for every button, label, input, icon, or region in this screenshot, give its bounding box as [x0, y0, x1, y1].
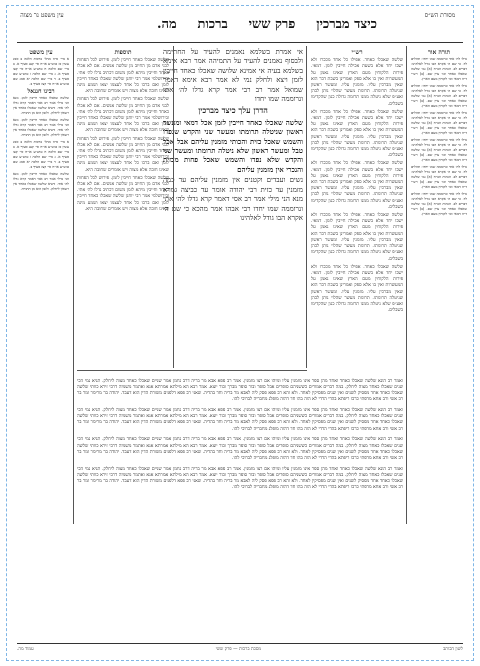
header-tractate: ברכות [197, 17, 228, 32]
tosafot-text-2: שלשה שאכלו כאחד חייבין לזמן. פירוש לכל הפחות לבני אדם מן החיוב מן שלשה אנשים. אם לא אכלו כאחד וחייבין מיהא לזמן משום דכתיב גדלו לה׳ אתי. ובירושלמי אמר רבי יוחנן שלשה שאכלו כאחד חייבין לזמן ואם ברכו כל אחד לעצמו יצאו ושמע מינה שאינו חובה אלא מצוה ויש אומרים שחובה היא. [77, 97, 169, 134]
right-margin-notes [411, 48, 467, 518]
right-margin-text-repeat-4: גדלו לה׳ אתי ונרוממה שמו יחדו: תהלים לד. כי שם ה׳ אקרא הבו גודל לאלהינו: דברים לב. הגהות הב״ח (א) גמ׳ שלשה שאכלו כאחד וכו׳ עיין שם. (ב) רש״י ד״ה דמאי וכו׳ לקוחין מעם הארץ. [411, 165, 467, 189]
tosafot-label: תוספות [114, 49, 132, 56]
rashi-text-4: שלשה שאכלו כאחד. אפילו כל אחד מככרו ולא ישבו יחד אלא בשעת אכילה חייבין לזמן. דמאי. פירות הלקוחין מעם הארץ שאינו נאמן על המעשרות ואין בו אלא ספק ואמרינן בשבת דבר הוא שאין מברכין עליו. מזמנין עליו. ומעשר ראשון שניטלה תרומתו. תרומת מעשר שהלוי נותן לכהן ואע״פ שלא ניטלה ממנו תרומה גדולה כגון שהקדימו בשבלים. [311, 213, 403, 262]
header-chapter-number: פרק ששי [248, 17, 296, 32]
header-rule [17, 42, 463, 43]
footer-right: לשון הכותב [443, 647, 463, 652]
header-right-label: מסורת הש״ס [424, 12, 456, 19]
header-folio: מה. [157, 17, 177, 32]
gemara-text-bottom: נשים ועבדים וקטנים אין מזמנין עליהם עד כמה מזמנין עד כזית רבי יהודה אומר עד כביצה גמרא מנא הני מילי אמר רב אסי דאמר קרא גדלו לה׳ אתי ונרוממה שמו יחדו רבי אבהו אמר מהכא כי שם ה׳ אקרא הבו גודל לאלהינו [163, 176, 303, 222]
tosafot-commentary [77, 48, 169, 366]
rashi-text-2: שלשה שאכלו כאחד. אפילו כל אחד מככרו ולא ישבו יחד אלא בשעת אכילה חייבין לזמן. דמאי. פירות הלקוחין מעם הארץ שאינו נאמן על המעשרות ואין בו אלא ספק ואמרינן בשבת דבר הוא שאין מברכין עליו. מזמנין עליו. ומעשר ראשון שניטלה תרומתו. תרומת מעשר שהלוי נותן לכהן ואע״פ שלא ניטלה ממנו תרומה גדולה כגון שהקדימו בשבלים. [311, 109, 403, 159]
left-margin-text-5: שלשה שאכלו כאחד חייבין לזמן. מנא הני מילי אמר רב אסי דאמר קרא גדלו לה׳ אתי. ותניא שלשה שאכלו כאחד אין רשאין ליחלק. ולזמן הוא מן התורה. [13, 172, 69, 191]
page-header [7, 10, 473, 42]
right-margin-text: גדלו לה׳ אתי ונרוממה שמו יחדו: תהלים לד. כי שם ה׳ אקרא הבו גודל לאלהינו: דברים לב. הגהות הב״ח (א) גמ׳ שלשה שאכלו כאחד וכו׳ עיין שם. (ב) רש״י ד״ה דמאי וכו׳ לקוחין מעם הארץ. [411, 57, 467, 81]
left-margin-text-4: א מיי׳ פ״ה מהל׳ ברכות הלכה ב סמג עשין כז טוש״ע או״ח סי׳ קצג סעיף א. ב מיי׳ שם הלכה ח טוש״ע או״ח סי׳ קצו סעיף א. ג מיי׳ שם הלכה ז טוש״ע שם סעיף ב. ד מיי׳ שם הלכה יא סמג שם טוש״ע או״ח סי׳ קצז סעיף ב. [13, 140, 69, 169]
chapter-end-heading: הדרן עלך כיצד מברכין [198, 105, 268, 116]
divider-rashi [306, 46, 307, 368]
left-margin-title: עין משפט [29, 49, 53, 56]
right-margin-text-repeat-5: גדלו לה׳ אתי ונרוממה שמו יחדו: תהלים לד. כי שם ה׳ אקרא הבו גודל לאלהינו: דברים לב. הגהות הב״ח (א) גמ׳ שלשה שאכלו כאחד וכו׳ עיין שם. (ב) רש״י ד״ה דמאי וכו׳ לקוחין מעם הארץ. [411, 192, 467, 216]
rashi-text: שלשה שאכלו כאחד. אפילו כל אחד מככרו ולא ישבו יחד אלא בשעת אכילה חייבין לזמן. דמאי. פירות הלקוחין מעם הארץ שאינו נאמן על המעשרות ואין בו אלא ספק ואמרינן בשבת דבר הוא שאין מברכין עליו. מזמנין עליו. ומעשר ראשון שניטלה תרומתו. תרומת מעשר שהלוי נותן לכהן ואע״פ שלא ניטלה ממנו תרומה גדולה כגון שהקדימו בשבלים. [311, 58, 403, 107]
left-margin-notes [13, 48, 69, 518]
divider-tosafot [173, 46, 174, 368]
gemara-text-top: אי אמרת בשלמא נאמנים להעיד על החתימה ולבסוף נאמנים להעיד על התמיהה אמר רבא אימא בשלמא בעיה אי אמינא שלושה שאכלו כאחד חייבין לזמן ויצא ולחלק נמי לא אמר רבא אימא דאמר שמואל אמר רב רבי אמר קרא גדלו לה׳ אתי ונרוממה שמו יחדו [163, 48, 303, 104]
left-margin-text-3: שלשה שאכלו כאחד חייבין לזמן. מנא הני מילי אמר רב אסי דאמר קרא גדלו לה׳ אתי. ותניא שלשה שאכלו כאחד אין רשאין ליחלק. ולזמן הוא מן התורה. [13, 118, 69, 137]
footer-left: עמוד מה. [17, 647, 34, 652]
right-margin-text-repeat: גדלו לה׳ אתי ונרוממה שמו יחדו: תהלים לד. כי שם ה׳ אקרא הבו גודל לאלהינו: דברים לב. הגהות הב״ח (א) גמ׳ שלשה שאכלו כאחד וכו׳ עיין שם. (ב) רש״י ד״ה דמאי וכו׳ לקוחין מעם הארץ. [411, 84, 467, 108]
header-title [157, 16, 377, 32]
right-margin-text-repeat-2: גדלו לה׳ אתי ונרוממה שמו יחדו: תהלים לד. כי שם ה׳ אקרא הבו גודל לאלהינו: דברים לב. הגהות הב״ח (א) גמ׳ שלשה שאכלו כאחד וכו׳ עיין שם. (ב) רש״י ד״ה דמאי וכו׳ לקוחין מעם הארץ. [411, 111, 467, 135]
left-margin-text-2: שלשה שאכלו כאחד חייבין לזמן. מנא הני מילי אמר רב אסי דאמר קרא גדלו לה׳ אתי. ותניא שלשה שאכלו כאחד אין רשאין ליחלק. ולזמן הוא מן התורה. [13, 96, 69, 115]
divider-right [406, 46, 407, 524]
header-left-label: עין משפט נר מצוה [20, 12, 64, 19]
gemara-text [163, 48, 303, 366]
bottom-commentary [77, 374, 403, 624]
page-footer [17, 643, 463, 656]
mishnah-text: שלשה שאכלו כאחד חייבין לזמן אכל דמאי ומעשר ראשון שניטלה תרומתו ומעשר שני והקדש שנפדו והשמש שאכל כזית והכותי מזמנין עליהם אבל אכל טבל ומעשר ראשון שלא ניטלה תרומתו ומעשר שני והקדש שלא נפדו והשמש שאכל פחות מכזית והנכרי אין מזמנין עליהם [163, 117, 303, 174]
right-margin-text-repeat-3: גדלו לה׳ אתי ונרוממה שמו יחדו: תהלים לד. כי שם ה׳ אקרא הבו גודל לאלהינו: דברים לב. הגהות הב״ח (א) גמ׳ שלשה שאכלו כאחד וכו׳ עיין שם. (ב) רש״י ד״ה דמאי וכו׳ לקוחין מעם הארץ. [411, 138, 467, 162]
header-chapter-name: כיצד מברכין [316, 17, 377, 32]
left-margin-text: א מיי׳ פ״ה מהל׳ ברכות הלכה ב סמג עשין כז טוש״ע או״ח סי׳ קצג סעיף א. ב מיי׳ שם הלכה ח טוש״ע או״ח סי׳ קצו סעיף א. ג מיי׳ שם הלכה ז טוש״ע שם סעיף ב. ד מיי׳ שם הלכה יא סמג שם טוש״ע או״ח סי׳ קצז סעיף ב. [13, 57, 69, 86]
bottom-text-3: ואמר רב הונא שלשה שאכלו כאחד ואחד מהן ספר אינו מזמנין עליו ומיהו אם רצו מזמנין. אמר רב פפא אבא מר בריה דרב נחמן אמר שניים שאכלו כאחד מצוה ליחלק. תניא נמי הכי שנים שאכלו כאחד מצוה ליחלק. במה דברים אמורים כששניהם סופרים אבל סופר ובור סופר מברך ובור יוצא. אמר רבא הא מילתא אמרתא אנא ואתמר משמיה דרבי זירא כוותי שלשה שאכלו כאחד אחד מפסיק לשנים ואין שנים מפסיקין לאחד. ולא והא רב פפא פסק ליה לאבא מר בריה וחד בהדיה. שאני רב פפא דלפנים משורת הדין הוא דעבד. יהודה בר מרימר ומר בר רב אשי ורב אחא מדפתי כרכו ריפתא בהדי הדדי לא הוה בהו חד דהוה מופלג מחבריה לברוכי להו. [77, 437, 403, 462]
tosafot-text-3: שלשה שאכלו כאחד חייבין לזמן. פירוש לכל הפחות לבני אדם מן החיוב מן שלשה אנשים. אם לא אכלו כאחד וחייבין מיהא לזמן משום דכתיב גדלו לה׳ אתי. ובירושלמי אמר רבי יוחנן שלשה שאכלו כאחד חייבין לזמן ואם ברכו כל אחד לעצמו יצאו ושמע מינה שאינו חובה אלא מצוה ויש אומרים שחובה היא. [77, 136, 169, 173]
bottom-text: ואמר רב הונא שלשה שאכלו כאחד ואחד מהן ספר אינו מזמנין עליו ומיהו אם רצו מזמנין. אמר רב פפא אבא מר בריה דרב נחמן אמר שניים שאכלו כאחד מצוה ליחלק. תניא נמי הכי שנים שאכלו כאחד מצוה ליחלק. במה דברים אמורים כששניהם סופרים אבל סופר ובור סופר מברך ובור יוצא. אמר רבא הא מילתא אמרתא אנא ואתמר משמיה דרבי זירא כוותי שלשה שאכלו כאחד אחד מפסיק לשנים ואין שנים מפסיקין לאחד. ולא והא רב פפא פסק ליה לאבא מר בריה וחד בהדיה. שאני רב פפא דלפנים משורת הדין הוא דעבד. יהודה בר מרימר ומר בר רב אשי ורב אחא מדפתי כרכו ריפתא בהדי הדדי לא הוה בהו חד דהוה מופלג מחבריה לברוכי להו. [77, 378, 403, 403]
rashi-label: רש״י [351, 49, 363, 56]
bottom-text-4: ואמר רב הונא שלשה שאכלו כאחד ואחד מהן ספר אינו מזמנין עליו ומיהו אם רצו מזמנין. אמר רב פפא אבא מר בריה דרב נחמן אמר שניים שאכלו כאחד מצוה ליחלק. תניא נמי הכי שנים שאכלו כאחד מצוה ליחלק. במה דברים אמורים כששניהם סופרים אבל סופר ובור סופר מברך ובור יוצא. אמר רבא הא מילתא אמרתא אנא ואתמר משמיה דרבי זירא כוותי שלשה שאכלו כאחד אחד מפסיק לשנים ואין שנים מפסיקין לאחד. ולא והא רב פפא פסק ליה לאבא מר בריה וחד בהדיה. שאני רב פפא דלפנים משורת הדין הוא דעבד. יהודה בר מרימר ומר בר רב אשי ורב אחא מדפתי כרכו ריפתא בהדי הדדי לא הוה בהו חד דהוה מופלג מחבריה לברוכי להו. [77, 466, 403, 491]
bottom-text-2: ואמר רב הונא שלשה שאכלו כאחד ואחד מהן ספר אינו מזמנין עליו ומיהו אם רצו מזמנין. אמר רב פפא אבא מר בריה דרב נחמן אמר שניים שאכלו כאחד מצוה ליחלק. תניא נמי הכי שנים שאכלו כאחד מצוה ליחלק. במה דברים אמורים כששניהם סופרים אבל סופר ובור סופר מברך ובור יוצא. אמר רבא הא מילתא אמרתא אנא ואתמר משמיה דרבי זירא כוותי שלשה שאכלו כאחד אחד מפסיק לשנים ואין שנים מפסיקין לאחד. ולא והא רב פפא פסק ליה לאבא מר בריה וחד בהדיה. שאני רב פפא דלפנים משורת הדין הוא דעבד. יהודה בר מרימר ומר בר רב אשי ורב אחא מדפתי כרכו ריפתא בהדי הדדי לא הוה בהו חד דהוה מופלג מחבריה לברוכי להו. [77, 408, 403, 432]
rashi-text-5: שלשה שאכלו כאחד. אפילו כל אחד מככרו ולא ישבו יחד אלא בשעת אכילה חייבין לזמן. דמאי. פירות הלקוחין מעם הארץ שאינו נאמן על המעשרות ואין בו אלא ספק ואמרינן בשבת דבר הוא שאין מברכין עליו. מזמנין עליו. ומעשר ראשון שניטלה תרומתו. תרומת מעשר שהלוי נותן לכהן ואע״פ שלא ניטלה ממנו תרומה גדולה כגון שהקדימו בשבלים. [311, 264, 403, 314]
tosafot-text-4: שלשה שאכלו כאחד חייבין לזמן. פירוש לכל הפחות לבני אדם מן החיוב מן שלשה אנשים. אם לא אכלו כאחד וחייבין מיהא לזמן משום דכתיב גדלו לה׳ אתי. ובירושלמי אמר רבי יוחנן שלשה שאכלו כאחד חייבין לזמן ואם ברכו כל אחד לעצמו יצאו ושמע מינה שאינו חובה אלא מצוה ויש אומרים שחובה היא. [77, 175, 169, 212]
footer-center: מסכת ברכות — פרק ששי [215, 647, 262, 652]
right-margin-title: תורה אור [427, 49, 451, 56]
talmud-page [6, 5, 474, 661]
divider-left [73, 46, 74, 524]
left-margin-title-2: רבינו חננאל [27, 88, 55, 95]
tosafot-text: שלשה שאכלו כאחד חייבין לזמן. פירוש לכל הפחות לבני אדם מן החיוב מן שלשה אנשים. אם לא אכלו כאחד וחייבין מיהא לזמן משום דכתיב גדלו לה׳ אתי. ובירושלמי אמר רבי יוחנן שלשה שאכלו כאחד חייבין לזמן ואם ברכו כל אחד לעצמו יצאו ושמע מינה שאינו חובה אלא מצוה ויש אומרים שחובה היא. [77, 58, 169, 95]
rashi-text-3: שלשה שאכלו כאחד. אפילו כל אחד מככרו ולא ישבו יחד אלא בשעת אכילה חייבין לזמן. דמאי. פירות הלקוחין מעם הארץ שאינו נאמן על המעשרות ואין בו אלא ספק ואמרינן בשבת דבר הוא שאין מברכין עליו. מזמנין עליו. ומעשר ראשון שניטלה תרומתו. תרומת מעשר שהלוי נותן לכהן ואע״פ שלא ניטלה ממנו תרומה גדולה כגון שהקדימו בשבלים. [311, 161, 403, 210]
bottom-block-rule [77, 370, 307, 371]
